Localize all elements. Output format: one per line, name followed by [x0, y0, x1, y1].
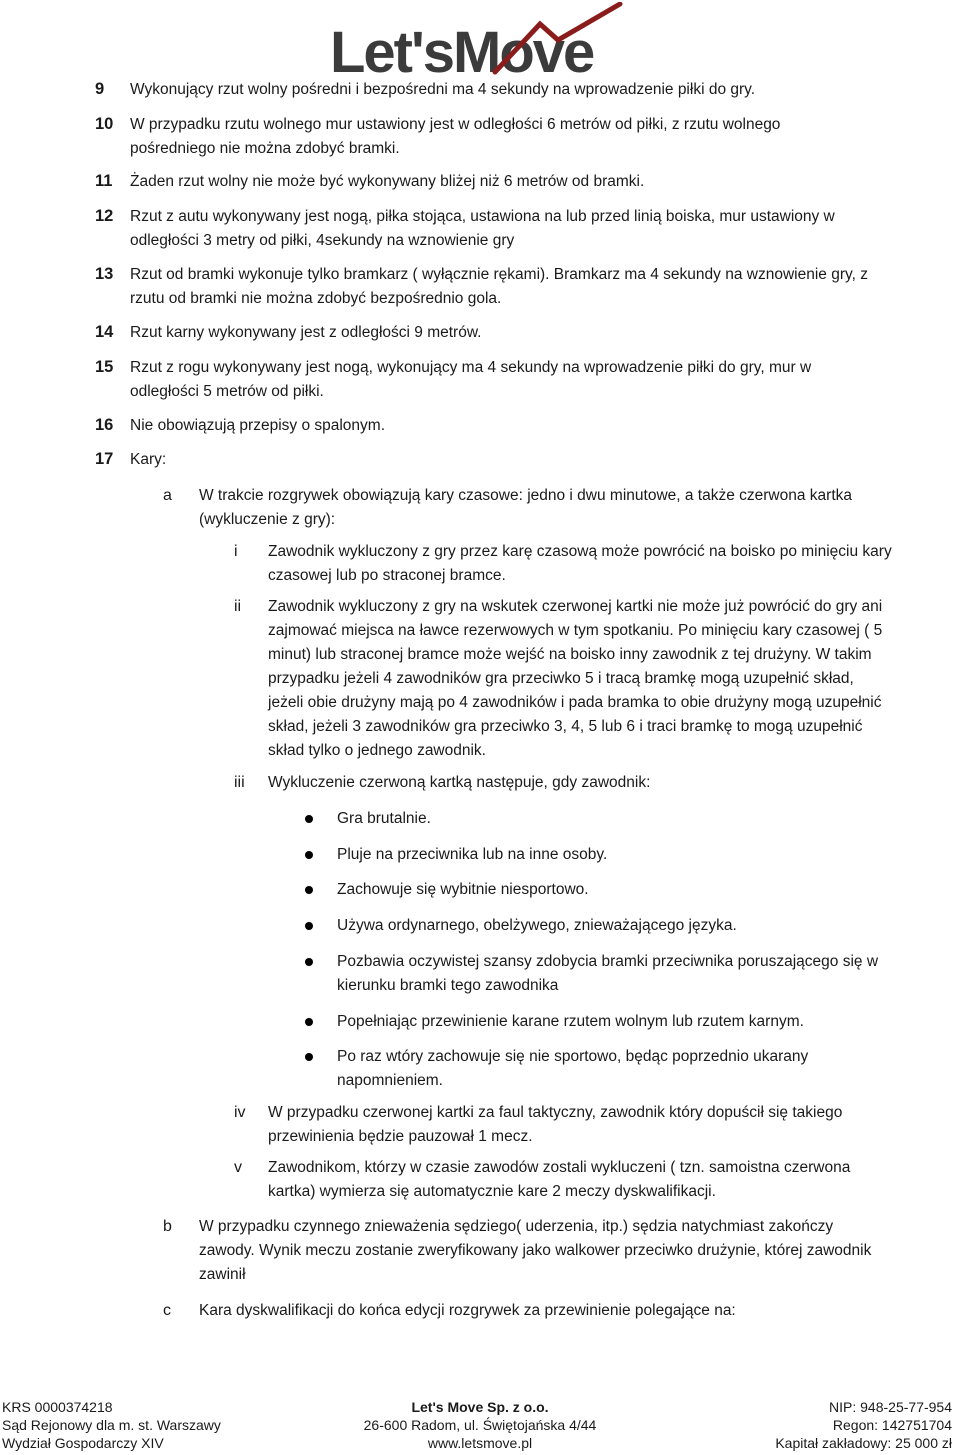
bullet-dot: [305, 1018, 313, 1026]
bullet-text: Używa ordynarnego, obelżywego, znieważającego języka.: [337, 917, 737, 934]
item-number: 11: [95, 172, 113, 190]
bullet-text: Zachowuje się wybitnie niesportowo.: [337, 881, 589, 898]
bullet-dot: [305, 958, 313, 966]
bullet-text: napomnieniem.: [337, 1072, 443, 1089]
item-number: 17: [95, 450, 114, 468]
item-text: W przypadku rzutu wolnego mur ustawiony jest w odległości 6 metrów od piłki, z rzutu wolnego: [130, 116, 781, 133]
item-number: 10: [95, 115, 114, 133]
roman-marker: v: [234, 1159, 242, 1176]
item-text: odległości 3 metry od piłki, 4sekundy na wznowienie gry: [130, 232, 515, 249]
roman-text: Zawodnikom, którzy w czasie zawodów zostali wykluczeni ( tzn. samoistna czerwona: [268, 1159, 851, 1176]
roman-text: skład tylko o jednego zawodnik.: [268, 742, 486, 759]
sub-marker: c: [163, 1302, 171, 1319]
footer-company-name: Let's Move Sp. z o.o.: [411, 1399, 549, 1415]
sub-marker: a: [163, 487, 172, 504]
bullet-text: Popełniając przewinienie karane rzutem wolnym lub rzutem karnym.: [337, 1013, 804, 1030]
footer-company-registry: [2, 1398, 221, 1452]
bullet-dot: [305, 851, 313, 859]
item-number: 14: [95, 323, 114, 341]
roman-text: Zawodnik wykluczony z gry przez karę czasową może powrócić na boisko po minięciu kary: [268, 543, 892, 560]
item-text: Rzut z autu wykonywany jest nogą, piłka stojąca, ustawiona na lub przed linią boiska, mur ustawiony w: [130, 208, 835, 225]
roman-marker: iii: [234, 774, 245, 791]
roman-text: kartka) wymierza się automatycznie kare 2 meczy dyskwalifikacji.: [268, 1183, 716, 1200]
item-number: 12: [95, 207, 114, 225]
bullet-dot: [305, 922, 313, 930]
roman-marker: i: [234, 543, 238, 560]
footer-capital: Kapitał zakładowy: 25 000 zł: [775, 1435, 952, 1451]
logo-wordmark: Let'sMove: [330, 20, 594, 78]
item-number: 16: [95, 416, 114, 434]
footer-regon: Regon: 142751704: [832, 1417, 952, 1433]
item-text: Rzut karny wykonywany jest z odległości 9 metrów.: [130, 324, 482, 341]
bullet-text: Po raz wtóry zachowuje się nie sportowo, będąc poprzednio ukarany: [337, 1048, 809, 1065]
sub-text: zawody. Wynik meczu zostanie zweryfikowany jako walkower przeciwko drużynie, której zawodnik: [199, 1242, 872, 1259]
sub-text: W przypadku czynnego znieważenia sędziego( uderzenia, itp.) sędzia natychmiast zakończy: [199, 1218, 834, 1235]
sub-text: Kara dyskwalifikacji do końca edycji rozgrywek za przewinienie polegające na:: [199, 1302, 736, 1319]
roman-marker: ii: [234, 598, 242, 615]
roman-text: czasowej lub po straconej bramce.: [268, 567, 506, 584]
item-text: Rzut od bramki wykonuje tylko bramkarz ( wyłącznie rękami). Bramkarz ma 4 sekundy na wznowienie gry, z: [130, 266, 868, 283]
bullet-text: kierunku bramki tego zawodnika: [337, 977, 559, 994]
footer-court: Sąd Rejonowy dla m. st. Warszawy: [2, 1417, 221, 1433]
footer-division: Wydział Gospodarczy XIV: [2, 1435, 164, 1451]
footer-nip: NIP: 948-25-77-954: [829, 1399, 952, 1415]
roman-marker: iv: [234, 1104, 246, 1121]
footer-company-tax: [775, 1398, 952, 1452]
roman-text: przewinienia będzie pauzował 1 mecz.: [268, 1128, 533, 1145]
page-footer: [0, 1398, 960, 1455]
footer-address: 26-600 Radom, ul. Świętojańska 4/44: [363, 1417, 597, 1433]
roman-text: zajmować miejsca na ławce rezerwowych w tym spotkaniu. Po minięciu kary czasowej ( 5: [268, 622, 883, 639]
item-text: odległości 5 metrów od piłki.: [130, 383, 324, 400]
item-text: Kary:: [130, 451, 167, 468]
logo-graphic: [330, 2, 630, 78]
bullet-text: Pozbawia oczywistej szansy zdobycia bramki przeciwnika poruszającego się w: [337, 953, 879, 970]
roman-text: W przypadku czerwonej kartki za faul taktyczny, zawodnik który dopuścił się takiego: [268, 1104, 843, 1121]
sub-text: zawinił: [199, 1266, 246, 1283]
roman-text: skład, jeżeli 3 zawodników gra przeciwko 3, 4, 5 lub 6 i traci bramkę to mogą uzupełnić: [268, 718, 863, 735]
item-number: 9: [95, 80, 105, 98]
footer-krs: KRS 0000374218: [2, 1399, 113, 1415]
item-number: 15: [95, 358, 114, 376]
bullet-dot: [305, 1053, 313, 1061]
roman-text: minut) lub straconej bramce może wejść na boisko inny zawodnik z tej drużyny. W takim: [268, 646, 872, 663]
roman-text: przypadku jeżeli 4 zawodników gra przeciwko 5 i tracą bramkę mogą uzupełnić skład,: [268, 670, 854, 687]
item-number: 13: [95, 265, 114, 283]
footer-website-link[interactable]: www.letsmove.pl: [427, 1435, 533, 1451]
footer-company-address: [340, 1398, 620, 1452]
bullet-text: Pluje na przeciwnika lub na inne osoby.: [337, 846, 608, 863]
roman-text: Zawodnik wykluczony z gry na wskutek czerwonej kartki nie może już powrócić do gry ani: [268, 598, 883, 615]
sub-marker: b: [163, 1218, 172, 1235]
bullet-text: Gra brutalnie.: [337, 810, 431, 827]
roman-text: Wykluczenie czerwoną kartką następuje, gdy zawodnik:: [268, 774, 651, 791]
item-text: Rzut z rogu wykonywany jest nogą, wykonujący ma 4 sekundy na wprowadzenie piłki do gry, mur w: [130, 359, 812, 376]
item-text: Nie obowiązują przepisy o spalonym.: [130, 417, 386, 434]
bullet-dot: [305, 886, 313, 894]
sub-text: (wykluczenie z gry):: [199, 511, 336, 528]
letsmove-logo: [330, 2, 630, 78]
item-text: rzutu od bramki nie można zdobyć bezpośrednio gola.: [130, 290, 502, 307]
item-text: pośredniego nie można zdobyć bramki.: [130, 140, 400, 157]
roman-text: jeżeli obie drużyny mają po 4 zawodników i pada bramka to obie drużyny mogą uzupełnić: [268, 694, 882, 711]
item-text: Żaden rzut wolny nie może być wykonywany bliżej niż 6 metrów od bramki.: [130, 173, 645, 190]
sub-text: W trakcie rozgrywek obowiązują kary czasowe: jedno i dwu minutowe, a także czerwona kartka: [199, 487, 852, 504]
item-text: Wykonujący rzut wolny pośredni i bezpośredni ma 4 sekundy na wprowadzenie piłki do gry.: [130, 81, 756, 98]
bullet-dot: [305, 815, 313, 823]
